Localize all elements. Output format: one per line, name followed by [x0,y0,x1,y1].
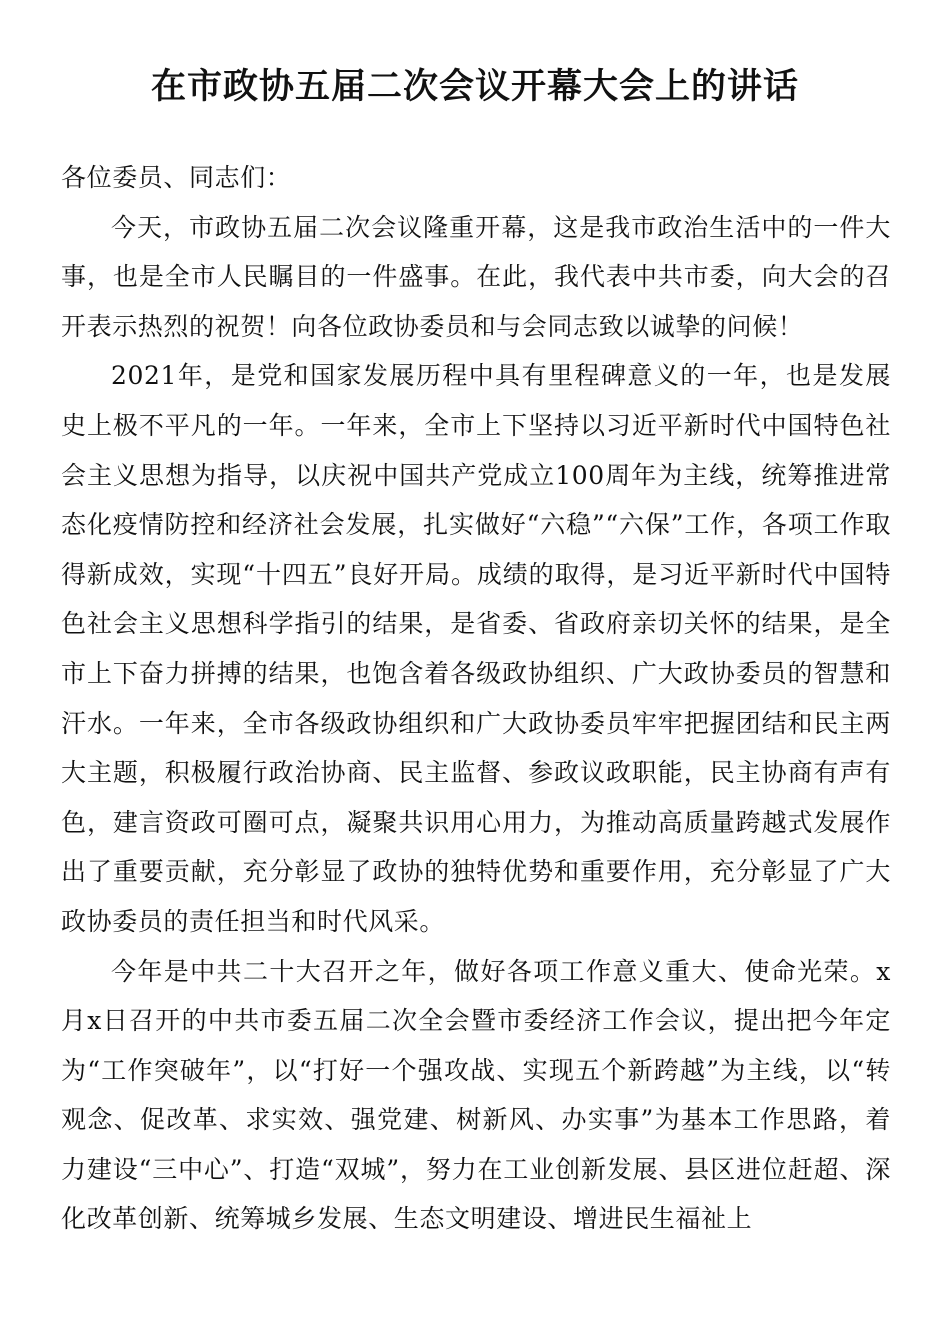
paragraph: 今天，市政协五届二次会议隆重开幕，这是我市政治生活中的一件大事，也是全市人民瞩目的一件盛事。在此，我代表中共市委，向大会的召开表示热烈的祝贺！向各位政协委员和与会同志致以诚挚的问候！ [61,212,891,341]
paragraph: 2021年，是党和国家发展历程中具有里程碑意义的一年，也是发展史上极不平凡的一年。一年来，全市上下坚持以习近平新时代中国特色社会主义思想为指导，以庆祝中国共产党成立100周年为主线，统筹推进常态化疫情防控和经济社会发展，扎实做好“六稳”“六保”工作，各项工作取得新成效，实现“十四五”良好开局。成绩的取得，是习近平新时代中国特色社会主义思想科学指引的结果，是省委、省政府亲切关怀的结果，是全市上下奋力拼搏的结果，也饱含着各级政协组织、广大政协委员的智慧和汗水。一年来，全市各级政协组织和广大政协委员牢牢把握团结和民主两大主题，积极履行政治协商、民主监督、参政议政职能，民主协商有声有色，建言资政可圈可点，凝聚共识用心用力，为推动高质量跨越式发展作出了重要贡献，充分彰显了政协的独特优势和重要作用，充分彰显了广大政协委员的责任担当和时代风采。 [61,361,891,936]
paragraph: 今年是中共二十大召开之年，做好各项工作意义重大、使命光荣。x月x日召开的中共市委五届二次全会暨市委经济工作会议，提出把今年定为“工作突破年”，以“打好一个强攻战、实现五个新跨越”为主线，以“转观念、促改革、求实效、强党建、树新风、办实事”为基本工作思路，着力建设“三中心”、打造“双城”，努力在工业创新发展、县区进位赶超、深化改革创新、统筹城乡发展、生态文明建设、增进民生福祉上 [61,956,891,1234]
document-body [61,153,891,1244]
salutation: 各位委员、同志们： [61,163,292,192]
document-title: 在市政协五届二次会议开幕大会上的讲话 [150,67,799,107]
